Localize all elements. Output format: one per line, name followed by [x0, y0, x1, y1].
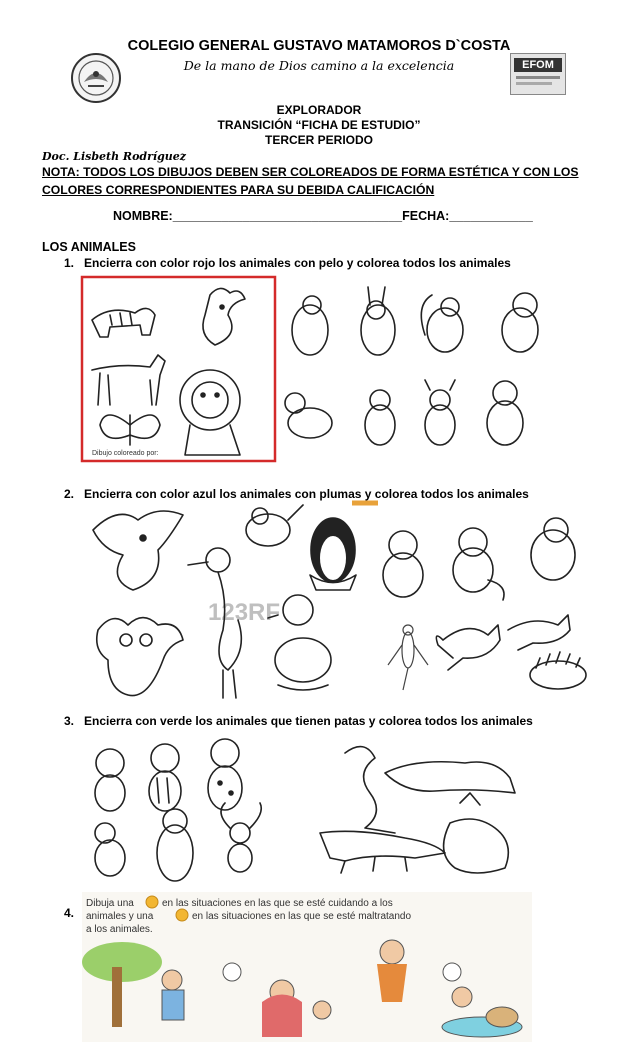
raccoon-drawing [453, 528, 504, 600]
answer-circle[interactable] [443, 963, 461, 981]
bear-cub-drawing [383, 531, 423, 597]
pig-drawing [531, 518, 575, 580]
tiger-drawing [92, 308, 155, 337]
fox-running-drawing [508, 615, 570, 650]
note-text: NOTA: TODOS LOS DIBUJOS DEBEN SER COLOREADOS DE FORMA ESTÉTICA Y CON LOS COLORES CORRESPONDIENTES PARA SU DEBIDA CALIFICACIÓN [42, 165, 579, 197]
insect-drawing [388, 625, 428, 690]
school-motto: De la mano de Dios camino a la excelencia [183, 58, 455, 73]
exercise-4-illustration [82, 892, 532, 1042]
ex4-line2b: en las situaciones en las que se esté maltratando [192, 911, 412, 922]
teddy-bear-drawing [95, 749, 125, 811]
penguin-standing-drawing [157, 809, 193, 881]
worksheet-subtitle: TRANSICIÓN “FICHA DE ESTUDIO” [217, 118, 421, 132]
scene-child-left [162, 970, 184, 1020]
exercise-number: 4. [64, 906, 75, 920]
crocodile-drawing [320, 831, 445, 873]
school-name: COLEGIO GENERAL GUSTAVO MATAMOROS D`COSTA [127, 38, 511, 54]
efom-logo-text: EFOM [514, 58, 562, 72]
watermark-text: 123RF [208, 599, 281, 626]
section-title: LOS ANIMALES [42, 240, 136, 254]
exercise-3 [64, 714, 533, 728]
ex4-line3: a los animales. [86, 924, 153, 935]
exercise-1 [64, 256, 511, 270]
exercise-2 [64, 487, 529, 501]
cheetah-drawing [208, 739, 242, 810]
exercise-number: 3. [64, 714, 75, 728]
bird-drawing [95, 823, 125, 876]
penguin-drawing [310, 518, 356, 590]
exercise-number: 1. [64, 256, 75, 270]
fish-drawing [385, 762, 515, 793]
owl-drawing [97, 618, 183, 696]
smiley-face-icon [146, 896, 158, 908]
ex4-line2a: animales y una [86, 911, 154, 922]
exercise-text: Encierra con color rojo los animales con pelo y colorea todos los animales [84, 256, 511, 270]
exercise-4 [64, 906, 84, 920]
tiger-cub-drawing [149, 744, 181, 811]
rooster-drawing [203, 288, 245, 345]
butterfly-drawing [100, 415, 160, 445]
exercise-text: Encierra con verde los animales que tienen patas y colorea todos los animales [84, 714, 533, 728]
sad-face-icon [176, 909, 188, 921]
animal-sketches-row2 [285, 380, 523, 445]
snake-drawing [345, 747, 395, 833]
exercise-number: 2. [64, 487, 75, 501]
monkey-drawing [221, 803, 261, 872]
lion-drawing [180, 370, 240, 455]
red-frame [82, 277, 275, 461]
scene-child-right [377, 940, 407, 1002]
cat-drawing [444, 793, 509, 873]
small-bird-drawing [246, 505, 303, 546]
exercise-3-illustration [75, 733, 535, 893]
worksheet-period: TERCER PERIODO [264, 133, 373, 147]
school-seal-icon [70, 52, 122, 104]
ex4-line1b: en las situaciones en las que se esté cuidando a los [162, 898, 393, 909]
teacher-name: Doc. Lisbeth Rodríguez [42, 150, 187, 163]
answer-circle[interactable] [223, 963, 241, 981]
efom-logo-icon [510, 53, 566, 95]
ex4-line1a: Dibuja una [86, 898, 134, 909]
exercise-2-illustration [88, 500, 608, 700]
exercise-text: Encierra con color azul los animales con plumas y colorea todos los animales [84, 487, 529, 501]
fox-drawing [436, 625, 500, 670]
parrot-drawing [93, 511, 183, 590]
name-date-line: NOMBRE:_________________________________FECHA:____________ [113, 209, 533, 223]
worksheet-title: EXPLORADOR [276, 103, 362, 117]
horse-drawing [92, 355, 165, 405]
panel-caption: Dibujo coloreado por: [92, 450, 159, 457]
hedgehog-drawing [530, 652, 586, 689]
animal-sketches-row1 [292, 287, 538, 355]
exercise-1-illustration [80, 275, 550, 465]
